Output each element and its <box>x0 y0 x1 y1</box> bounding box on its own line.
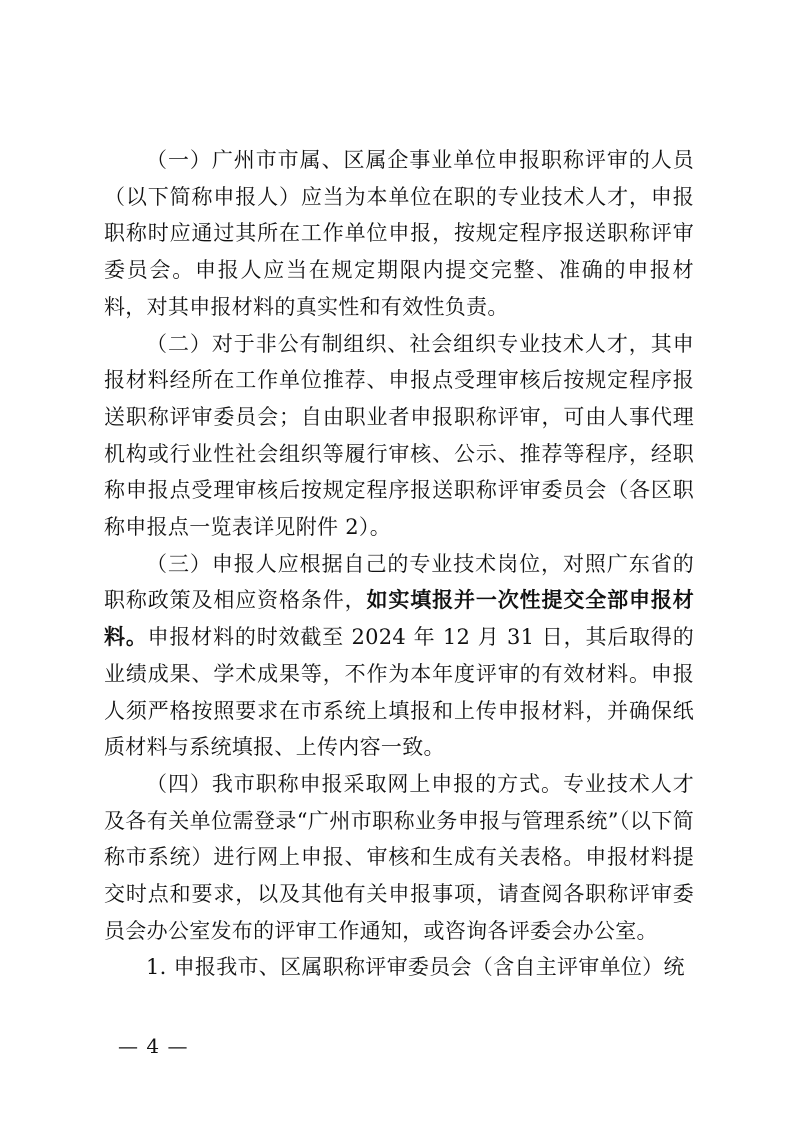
paragraph-1: （一）广州市市属、区属企事业单位申报职称评审的人员（以下简称申报人）应当为本单位在职的专业技术人才，申报职称时应通过其所在工作单位申报，按规定程序报送职称评审委员会。申报人应当在规定期限内提交完整、准确的申报材料，对其申报材料的真实性和有效性负责。 <box>104 148 694 319</box>
page-number: — 4 — <box>118 1034 189 1058</box>
paragraph-3-rest: 申报材料的时效截至 2024 年 12 月 31 日，其后取得的业绩成果、学术成果等，不作为本年度评审的有效材料。申报人须严格按照要求在市系统上填报和上传申报材料，并确保纸质材料与系统填报、上传内容一致。 <box>104 625 694 760</box>
body-text <box>104 142 694 986</box>
paragraph-3-emphasis: 如实填报并一次性提交全部申报材料。 <box>104 587 695 650</box>
paragraph-3 <box>104 546 694 766</box>
paragraph-3-intro: （三）申报人应根据自己的专业技术岗位，对照广东省的职称政策及相应资格条件， <box>104 551 694 613</box>
paragraph-2: （二）对于非公有制组织、社会组织专业技术人才，其申报材料经所在工作单位推荐、申报点受理审核后按规定程序报送职称评审委员会；自由职业者申报职称评审，可由人事代理机构或行业性社会组织等履行审核、公示、推荐等程序，经职称申报点受理审核后按规定程序报送职称评审委员会（各区职称申报点一览表详见附件 2）。 <box>104 331 694 540</box>
paragraph-4: （四）我市职称申报采取网上申报的方式。专业技术人才及各有关单位需登录“广州市职称业务申报与管理系统”（以下简称市系统）进行网上申报、审核和生成有关表格。申报材料提交时点和要求，以及其他有关申报事项，请查阅各职称评审委员会办公室发布的评审工作通知，或咨询各评委会办公室。 <box>104 771 694 943</box>
paragraph-5: 1. 申报我市、区属职称评审委员会（含自主评审单位）统 <box>146 955 685 980</box>
